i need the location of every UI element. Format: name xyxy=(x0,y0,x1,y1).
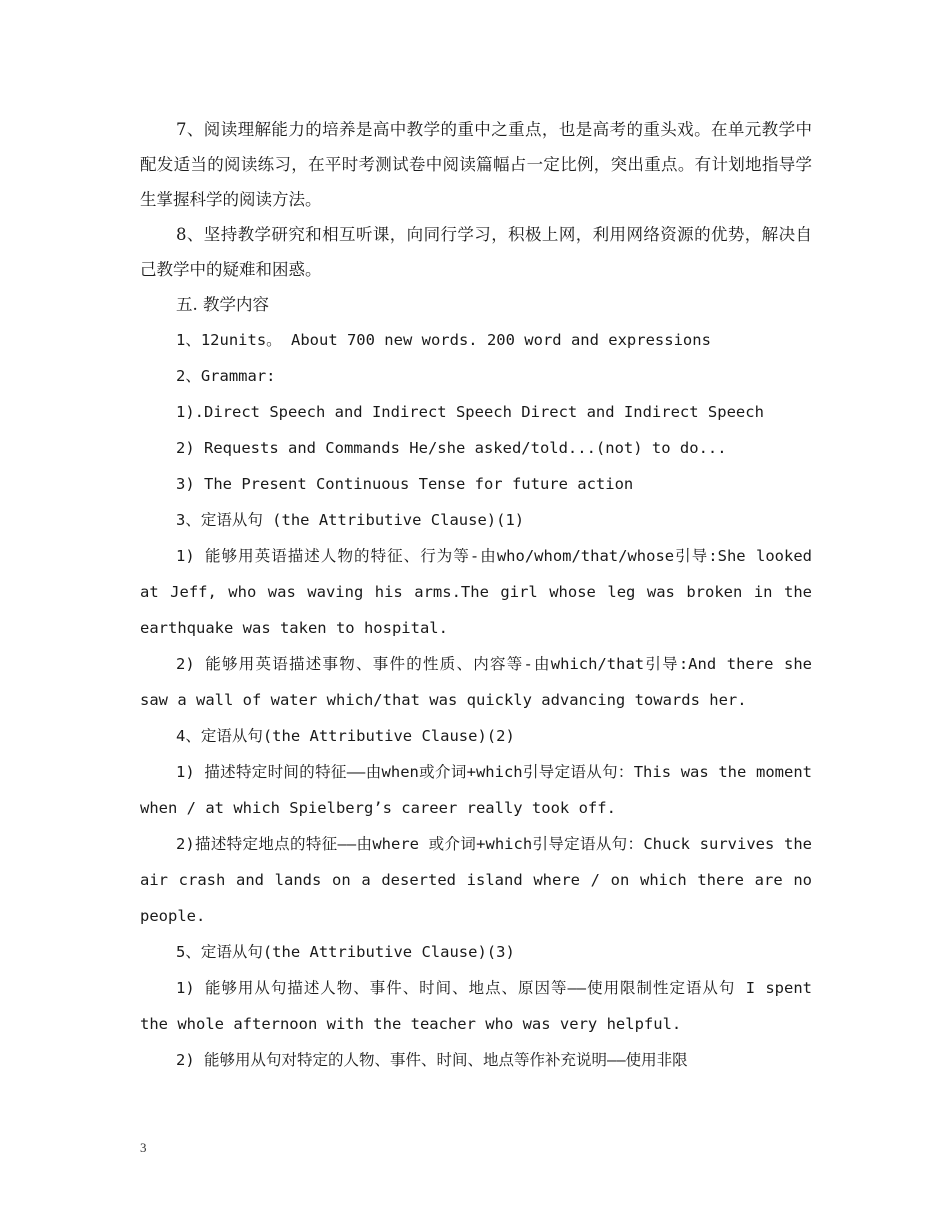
content-item-3-sub-2: 2) 能够用英语描述事物、事件的性质、内容等-由which/that引导:And there she saw a wall of water which/that was quickly advancing towards her. xyxy=(140,655,812,709)
content-item-5-sub-2: 2) 能够用从句对特定的人物、事件、时间、地点等作补充说明——使用非限 xyxy=(176,1051,688,1069)
grammar-item-3: 3) The Present Continuous Tense for future action xyxy=(176,475,634,493)
paragraph-8: 8、坚持教学研究和相互听课，向同行学习，积极上网，利用网络资源的优势，解决自己教学中的疑难和困惑。 xyxy=(140,225,812,279)
grammar-item-2: 2) Requests and Commands He/she asked/told...(not) to do... xyxy=(176,439,727,457)
paragraph-7: 7、阅读理解能力的培养是高中教学的重中之重点，也是高考的重头戏。在单元教学中配发适当的阅读练习，在平时考测试卷中阅读篇幅占一定比例，突出重点。有计划地指导学生掌握科学的阅读方法。 xyxy=(140,120,812,209)
content-item-4-sub-1: 1) 描述特定时间的特征——由when或介词+which引导定语从句：This was the moment when / at which Spielberg’s career really took off. xyxy=(140,763,812,817)
content-item-5: 5、定语从句(the Attributive Clause)(3) xyxy=(176,943,515,961)
content-item-2: 2、Grammar: xyxy=(176,367,276,385)
section-heading-teaching-content: 五. 教学内容 xyxy=(176,295,269,314)
content-item-1: 1、12units。 About 700 new words. 200 word and expressions xyxy=(176,331,711,349)
content-item-5-sub-1: 1) 能够用从句描述人物、事件、时间、地点、原因等——使用限制性定语从句 I spent the whole afternoon with the teacher who was very helpful. xyxy=(140,979,812,1033)
grammar-item-1: 1).Direct Speech and Indirect Speech Direct and Indirect Speech xyxy=(176,403,764,421)
document-body xyxy=(140,112,812,1078)
content-item-3-sub-1: 1) 能够用英语描述人物的特征、行为等-由who/whom/that/whose引导:She looked at Jeff, who was waving his arms.The girl whose leg was broken in the earthquake was taken to hospital. xyxy=(140,547,812,637)
page-number: 3 xyxy=(140,1140,147,1155)
content-item-4-sub-2: 2)描述特定地点的特征——由where 或介词+which引导定语从句：Chuck survives the air crash and lands on a deserted island where / on which there are no people. xyxy=(140,835,812,925)
content-item-4: 4、定语从句(the Attributive Clause)(2) xyxy=(176,727,515,745)
content-item-3: 3、定语从句 (the Attributive Clause)(1) xyxy=(176,511,525,529)
